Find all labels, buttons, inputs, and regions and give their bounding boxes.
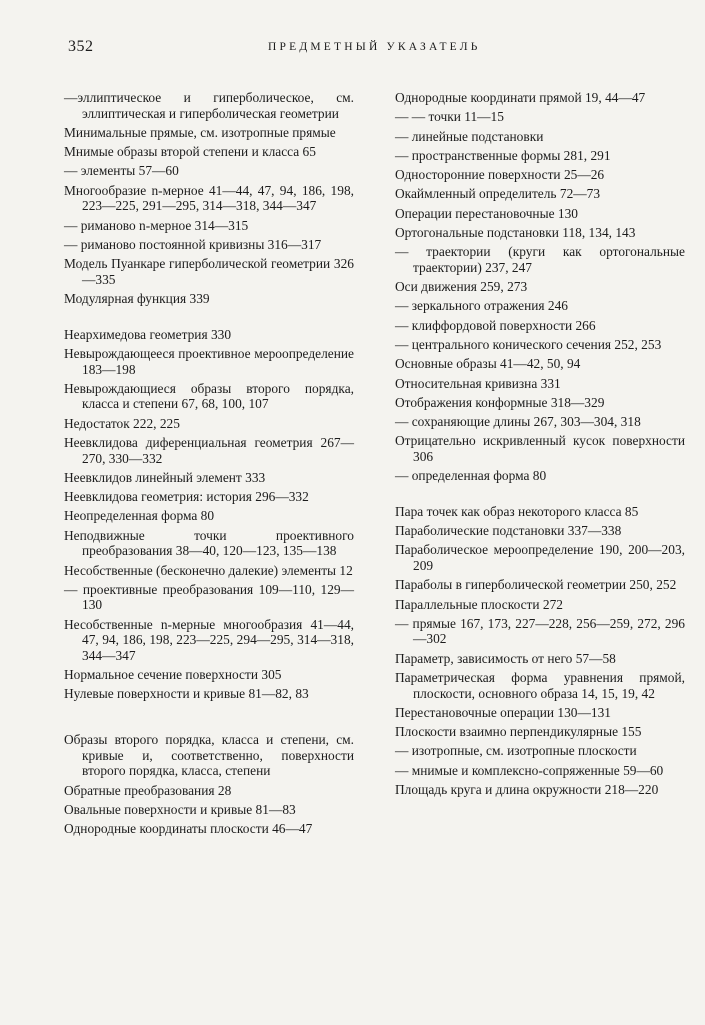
index-entry: Перестановочные операции 130—131	[395, 704, 611, 720]
index-entry: Неевклидова геометрия: история 296—332	[64, 489, 309, 505]
index-entry: — линейные подстановки	[395, 128, 544, 144]
index-entry: Параллельные плоскости 272	[395, 596, 563, 612]
index-entry: Отображения конформные 318—329	[395, 394, 605, 410]
index-entry: Многообразие n-мерное 41—44, 47, 94, 186, 198, 223—225, 291—295, 314—318, 344—347	[64, 182, 354, 214]
index-entry: Нормальное сечение поверхности 305	[64, 667, 282, 683]
index-entry: Несобственные n-мерные многообразия 41—44, 47, 94, 186, 198, 223—225, 294—295, 314—318, 344—347	[64, 616, 354, 663]
index-entry: — элементы 57—60	[64, 163, 179, 179]
index-entry: Мнимые образы второй степени и класса 65	[64, 144, 316, 160]
index-entry: Нулевые поверхности и кривые 81—82, 83	[64, 686, 309, 702]
index-entry: Параметр, зависимость от него 57—58	[395, 650, 616, 666]
index-entry: Односторонние поверхности 25—26	[395, 167, 605, 183]
index-entry: Площадь круга и длина окружности 218—220	[395, 782, 659, 797]
index-entry: — траектории (круги как ортогональные траектории) 237, 247	[395, 244, 685, 275]
index-entry: Модель Пуанкаре гиперболической геометрии 326—335	[64, 256, 354, 287]
index-entry: Невырождающееся проективное мероопределение 183—198	[64, 345, 354, 377]
index-entry: Минимальные прямые, см. изотропные прямые	[64, 124, 336, 140]
index-entry: Неподвижные точки проективного преобразования 38—40, 120—123, 135—138	[64, 527, 354, 559]
index-entry: Однородные координаты плоскости 46—47	[64, 821, 313, 837]
index-entry: Параболическое мероопределение 190, 200—203, 209	[395, 542, 685, 573]
index-column-left	[64, 90, 354, 840]
index-entry: — риманово n-мерное 314—315	[64, 217, 249, 233]
index-entry: — риманово постоянной кривизны 316—317	[64, 236, 322, 252]
index-entry: Параболические подстановки 337—338	[395, 523, 622, 539]
index-entry: — прямые 167, 173, 227—228, 256—259, 272, 296—302	[395, 615, 685, 647]
index-entry: Относительная кривизна 331	[395, 375, 561, 391]
index-entry: Операции перестановочные 130	[395, 205, 578, 221]
index-entry: Недостаток 222, 225	[64, 415, 180, 431]
index-entry: Отрицательно искривленный кусок поверхности 306	[395, 433, 685, 464]
page-header	[68, 38, 665, 62]
index-entry: Неевклидов линейный элемент 333	[64, 469, 266, 485]
index-entry: Образы второго порядка, класса и степени, см. кривые и, соответственно, поверхности второго порядка, класса, степени	[64, 732, 354, 779]
index-entry: — проективные преобразования 109—110, 129—130	[64, 581, 354, 613]
index-entry: Основные образы 41—42, 50, 94	[395, 356, 581, 372]
index-entry: — клиффордовой поверхности 266	[395, 317, 596, 333]
index-entry: Несобственные (бесконечно далекие) элементы 12	[64, 562, 353, 578]
index-entry: Неархимедова геометрия 330	[64, 326, 232, 342]
index-entry: Параметрическая форма уравнения прямой, плоскости, основного образа 14, 15, 19, 42	[395, 670, 685, 701]
index-entry: — сохраняющие длины 267, 303—304, 318	[395, 414, 641, 430]
index-entry: Ортогональные подстановки 118, 134, 143	[395, 224, 636, 240]
index-entry: Окаймленный определитель 72—73	[395, 186, 601, 202]
index-entry: Параболы в гиперболической геометрии 250, 252	[395, 577, 677, 593]
index-entry: — определенная форма 80	[395, 468, 547, 484]
index-entry: Обратные преобразования 28	[64, 782, 232, 798]
index-entry: Неевклидова диференциальная геометрия 267—270, 330—332	[64, 434, 354, 466]
index-entry: Однородные координати прямой 19, 44—47	[395, 90, 646, 105]
index-entry: — мнимые и комплексно-сопряженные 59—60	[395, 762, 664, 778]
running-head: ПРЕДМЕТНЫЙ УКАЗАТЕЛЬ	[268, 41, 481, 53]
index-entry: Невырождающиеся образы второго порядка, класса и степени 67, 68, 100, 107	[64, 380, 354, 412]
index-entry: — центрального конического сечения 252, 253	[395, 336, 662, 352]
index-entry: — пространственные формы 281, 291	[395, 147, 611, 163]
index-entry: Пара точек как образ некоторого класса 85	[395, 503, 639, 519]
page-number: 352	[68, 38, 94, 55]
index-entry: Плоскости взаимно перпендикулярные 155	[395, 724, 642, 740]
index-entry: — — точки 11—15	[395, 109, 504, 125]
index-entry: Неопределенная форма 80	[64, 508, 215, 524]
index-entry: —эллиптическое и гиперболическое, см. эллиптическая и гиперболическая геометрии	[64, 90, 354, 121]
index-column-right	[395, 90, 685, 801]
index-entry: — изотропные, см. изотропные плоскости	[395, 743, 637, 759]
index-entry: Оси движения 259, 273	[395, 279, 528, 295]
index-entry: — зеркального отражения 246	[395, 298, 568, 314]
index-entry: Модулярная функция 339	[64, 291, 210, 307]
index-entry: Овальные поверхности и кривые 81—83	[64, 801, 296, 817]
